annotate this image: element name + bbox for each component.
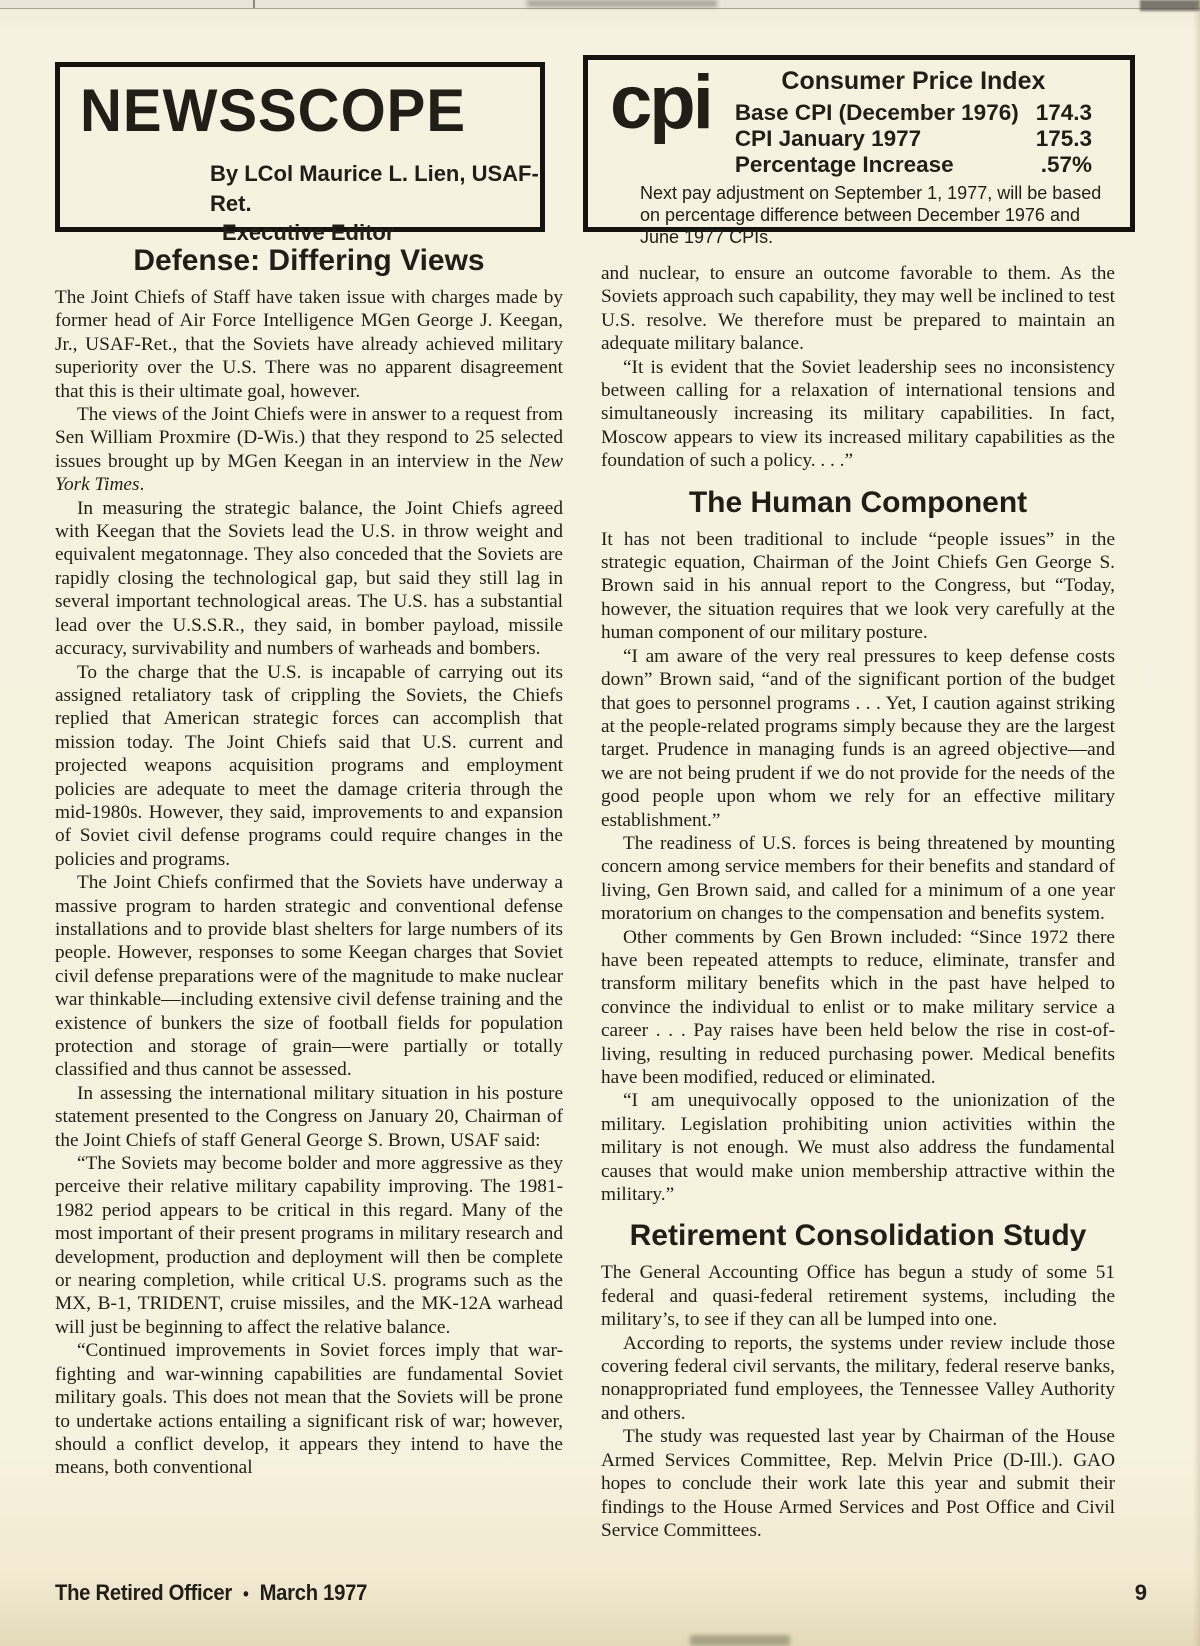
cpi-row-value: 175.3: [1035, 125, 1092, 151]
footer-date: March 1977: [259, 1580, 368, 1605]
cpi-note: Next pay adjustment on September 1, 1977, will be based on percentage difference between December 1976 and June 1977 CPIs.: [640, 182, 1102, 247]
section-heading-defense: Defense: Differing Views: [133, 244, 485, 277]
page-number: 9: [1134, 1580, 1147, 1605]
cpi-data: [735, 66, 1092, 178]
section-heading-retirement: Retirement Consolidation Study: [629, 1219, 1087, 1253]
cpi-box: [583, 55, 1135, 247]
byline-author: By LCol Maurice L. Lien, USAF-Ret.: [210, 161, 539, 216]
paragraph: The readiness of U.S. forces is being threatened by mounting concern among service members for their benefits and standard of living, Gen Brown said, and called for a minimum of a one year moratorium on changes to the compensation and benefits system.: [601, 832, 1115, 925]
cpi-box-top: [588, 60, 1130, 178]
paragraph: “Continued improvements in Soviet forces imply that war-fighting and war-winning capabilities are fundamental Soviet military goals. This does not mean that the Soviets will be prone to undertake actions entailing a significant risk of war; however, should a conflict develop, it appears they intend to have the means, both conventional: [55, 1340, 563, 1479]
article-human-component: [601, 528, 1115, 1207]
paragraph: and nuclear, to ensure an outcome favorable to them. As the Soviets approach such capability, they may well be inclined to test U.S. resolve. We therefore must be prepared to maintain an adequate military balance.: [601, 263, 1115, 355]
footer-bullet-icon: •: [242, 1584, 249, 1604]
scan-artifact-right-edge: [1193, 0, 1200, 1646]
section-heading-human-component: The Human Component: [688, 485, 1028, 519]
masthead-box: [55, 62, 545, 246]
cpi-title: Consumer Price Index: [781, 67, 1046, 95]
cpi-row-label: Percentage Increase: [734, 151, 954, 177]
footer: [55, 1580, 1147, 1606]
scan-artifact-bottom-smudge: [690, 1635, 790, 1646]
paragraph: In assessing the international military situation in his posture statement presented to the Congress on January 20, Chairman of the Joint Chiefs of staff General George S. Brown, USAF said:: [55, 1082, 563, 1151]
paragraph: “The Soviets may become bolder and more aggressive as they perceive their relative military capability improving. The 1981-1982 period appears to be critical in this regard. Many of the most important of their present programs in military research and development, production and deployment will then be complete or nearing completion, while critical U.S. programs such as the MX, B-1, TRIDENT, cruise missiles, and the MK-12A warhead will just be beginning to affect the relative balance.: [55, 1153, 563, 1338]
scan-artifact-corner-mark: [1140, 0, 1200, 11]
paragraph: The views of the Joint Chiefs were in answer to a request from Sen William Proxmire (D-Wis.) that they respond to 25 selected issues brought up by MGen Keegan in an interview in the New York Times.: [55, 404, 563, 496]
cpi-row: [735, 126, 1092, 152]
paragraph: The Joint Chiefs of Staff have taken issue with charges made by former head of Air Force Intelligence MGen George J. Keegan, Jr., USAF-Ret., that the Soviets have already achieved military superiority over the U.S. There was no apparent disagreement that this is their ultimate goal, however.: [55, 287, 563, 402]
cpi-row: [735, 152, 1092, 178]
cpi-row-label: Base CPI (December 1976): [734, 99, 1019, 125]
article-defense: [55, 286, 563, 1480]
newsscope-logo: NEWSSCOPE: [80, 76, 467, 145]
paragraph: According to reports, the systems under review include those covering federal civil servants, the military, federal reserve banks, nonappropriated fund employees, the Tennessee Valley Authority and others.: [601, 1332, 1115, 1424]
paragraph: Other comments by Gen Brown included: “Since 1972 there have been repeated attempts to reduce, eliminate, transfer and transform military benefits which in the past have helped to convince the individual to enlist or to make military service a career . . . Pay raises have been held below the rise in cost-of-living, resulting in reduced purchasing power. Medical benefits have been modified, reduced or eliminated.: [601, 926, 1115, 1088]
cpi-row: [735, 100, 1092, 126]
article-defense-continuation: [601, 262, 1115, 473]
cpi-logo: cpi: [610, 60, 711, 145]
footer-left: [55, 1580, 367, 1606]
paragraph: The study was requested last year by Chairman of the House Armed Services Committee, Rep. Melvin Price (D-Ill.). GAO hopes to conclude their work late this year and submit their findings to the House Armed Services and Post Office and Civil Service Committees.: [601, 1426, 1115, 1541]
paragraph: In measuring the strategic balance, the Joint Chiefs agreed with Keegan that the Soviets lead the U.S. in throw weight and equivalent megatonnage. They also conceded that the Soviets are rapidly closing the technological gap, but said they still lag in several important technological areas. The U.S. has a substantial lead over the U.S.S.R., they said, in bomber payload, missile accuracy, survivability and numbers of warheads and bombers.: [55, 497, 563, 660]
byline-title: Executive Editor: [222, 220, 395, 246]
article-retirement: [601, 1261, 1115, 1542]
column-left: [55, 244, 563, 1480]
byline: [210, 159, 540, 248]
paragraph: “I am aware of the very real pressures to keep defense costs down” Brown said, “and of the significant portion of the budget that goes to personnel programs . . . Yet, I caution against striking at the people-related programs simply because they are the largest target. Prudence in managing funds is an agreed objective—and we are not being prudent if we do not provide for the needs of the good people upon whom we rely for an effective military establishment.”: [601, 645, 1115, 831]
paragraph: “It is evident that the Soviet leadership sees no inconsistency between calling for a relaxation of international tensions and simultaneously increasing its military capabilities. In fact, Moscow appears to view its increased military capabilities as the foundation of such a policy. . . .”: [601, 356, 1115, 472]
column-right: [601, 262, 1115, 1542]
paragraph: It has not been traditional to include “people issues” in the strategic equation, Chairman of the Joint Chiefs Gen George S. Brown said in his annual report to the Congress, but “Today, however, the situation requires that we look very carefully at the human component of our military posture.: [601, 528, 1115, 644]
paragraph: “I am unequivocally opposed to the unionization of the military. Legislation prohibiting union activities within the military is not enough. We must also address the fundamental causes that would make union membership attractive within the military.”: [601, 1090, 1115, 1206]
cpi-row-label: CPI January 1977: [734, 125, 922, 151]
cpi-row-value: .57%: [1040, 151, 1092, 177]
cpi-rows: [735, 100, 1092, 178]
paragraph: The Joint Chiefs confirmed that the Soviets have underway a massive program to harden strategic and conventional defense installations and to provide blast shelters for large numbers of its people. However, responses to some Keegan charges that Soviet civil defense preparations were of the magnitude to make nuclear war thinkable—including extensive civil defense training and the existence of bunkers the size of football fields for population protection and storage of grain—were partially or totally classified and thus cannot be assessed.: [55, 872, 563, 1081]
footer-journal-name: The Retired Officer: [55, 1580, 232, 1605]
scan-artifact-top-smudge: [527, 0, 717, 7]
paragraph: To the charge that the U.S. is incapable of carrying out its assigned retaliatory task of crippling the Soviets, the Chiefs replied that American strategic forces can accomplish that mission today. The Joint Chiefs said that U.S. current and projected weapons acquisition programs and employment policies are adequate to meet the damage criteria through the mid-1980s. However, they said, improvements to and expansion of Soviet civil defense programs could require changes in the policies and programs.: [55, 661, 563, 870]
paragraph: The General Accounting Office has begun a study of some 51 federal and quasi-federal retirement systems, including the military’s, to see if they can all be lumped into one.: [601, 1262, 1115, 1331]
scan-artifact-top-line: [253, 0, 255, 8]
cpi-row-value: 174.3: [1035, 99, 1092, 125]
